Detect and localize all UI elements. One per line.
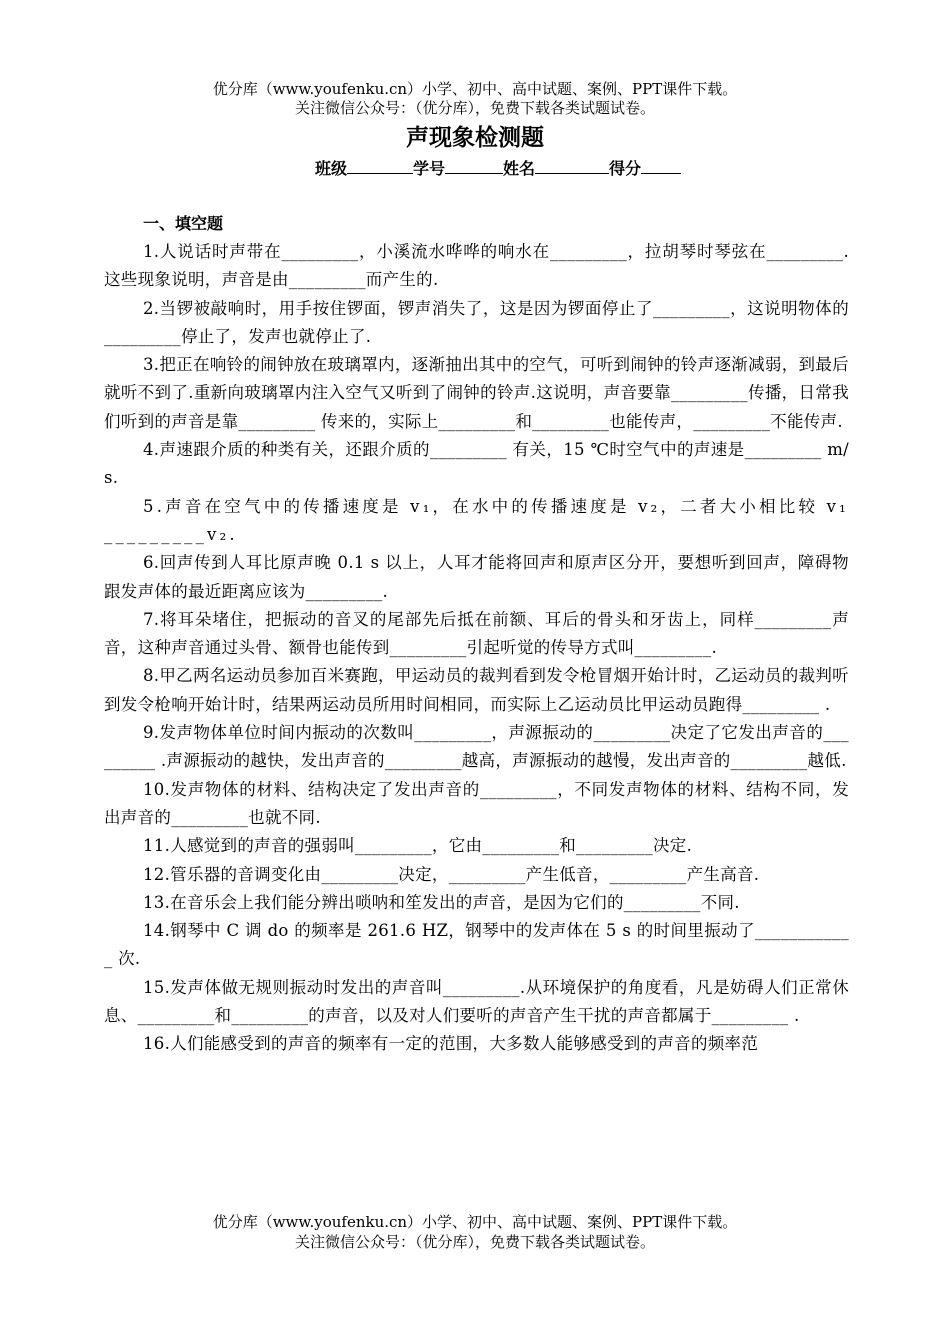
student-info-row: [315, 157, 681, 180]
question-item: 10.发声物体的材料、结构决定了发出声音的_________，不同发声物体的材料、结构不同，发出声音的_________也就不同.: [104, 779, 849, 827]
question-list: [104, 238, 849, 1059]
header-line-2: 关注微信公众号：（优分库），免费下载各类试题试卷。: [294, 99, 655, 117]
class-label: 班级: [315, 159, 348, 178]
name-blank: [535, 157, 609, 174]
question-item: 16.人们能感受到的声音的频率有一定的范围，大多数人能够感受到的声音的频率范: [143, 1034, 759, 1054]
name-label: 姓名: [503, 159, 536, 178]
question-item: 13.在音乐会上我们能分辨出唢呐和笙发出的声音，是因为它们的_________不同.: [143, 892, 740, 912]
score-label: 得分: [609, 159, 642, 178]
footer-line-2: 关注微信公众号：（优分库），免费下载各类试题试卷。: [294, 1233, 655, 1251]
question-item: 6.回声传到人耳比原声晚 0.1 s 以上，人耳才能将回声和原声区分开，要想听到回声，障碍物跟发声体的最近距离应该为_________.: [104, 553, 849, 601]
student-id-label: 学号: [413, 159, 446, 178]
question-item: 9.发声物体单位时间内振动的次数叫_________，声源振动的_________决定了它发出声音的_________ .声源振动的越快，发出声音的_________越高，声源振动的越慢，发出声音的_________越低.: [104, 723, 849, 771]
question-item: 3.把正在响铃的闹钟放在玻璃罩内，逐渐抽出其中的空气，可听到闹钟的铃声逐渐减弱，到最后就听不到了.重新向玻璃罩内注入空气又听到了闹钟的铃声.这说明，声音要靠_________传播，日常我们听到的声音是靠_________ 传来的，实际上_________和_________也能传声，_________不能传声.: [104, 355, 849, 431]
question-item: 5.声音在空气中的传播速度是 v₁，在水中的传播速度是 v₂，二者大小相比较 v₁_________v₂.: [104, 496, 849, 544]
student-id-blank: [445, 157, 503, 174]
header-line-1: 优分库（www.youfenku.cn）小学、初中、高中试题、案例、PPT课件下载。: [212, 80, 738, 98]
question-item: 7.将耳朵堵住，把振动的音叉的尾部先后抵在前额、耳后的骨头和牙齿上，同样_________声音，这种声音通过头骨、额骨也能传到_________引起听觉的传导方式叫_________.: [104, 609, 849, 658]
question-item: 8.甲乙两名运动员参加百米赛跑，甲运动员的裁判看到发令枪冒烟开始计时，乙运动员的裁判听到发令枪响开始计时，结果两运动员所用时间相同，而实际上乙运动员比甲运动员跑得_________ .: [104, 666, 849, 714]
question-item: 11.人感觉到的声音的强弱叫_________，它由_________和_________决定.: [143, 836, 693, 856]
score-blank: [641, 157, 681, 174]
question-item: 12.管乐器的音调变化由_________决定，_________产生低音，_________产生高音.: [143, 864, 760, 884]
question-item: 15.发声体做无规则振动时发出的声音叫_________.从环境保护的角度看，凡是妨碍人们正常休息、_________和_________的声音，以及对人们要听的声音产生干扰的声音都属于_________ .: [104, 977, 849, 1026]
footer-line-1: 优分库（www.youfenku.cn）小学、初中、高中试题、案例、PPT课件下载。: [212, 1213, 738, 1231]
question-item: 2.当锣被敲响时，用手按住锣面，锣声消失了，这是因为锣面停止了_________，这说明物体的_________停止了，发声也就停止了.: [104, 298, 849, 346]
section-heading: 一、填空题: [143, 214, 224, 233]
question-item: 1.人说话时声带在_________，小溪流水哗哗的响水在_________，拉胡琴时琴弦在_________.这些现象说明，声音是由_________而产生的.: [104, 242, 849, 290]
question-item: 4.声速跟介质的种类有关，还跟介质的_________ 有关，15 ℃时空气中的声速是_________ m/s.: [104, 440, 849, 488]
class-blank: [347, 157, 413, 174]
page-title: 声现象检测题: [406, 125, 544, 151]
question-item: 14.钢琴中 C 调 do 的频率是 261.6 HZ，钢琴中的发声体在 5 s 的时间里振动了____________ 次.: [104, 921, 849, 969]
